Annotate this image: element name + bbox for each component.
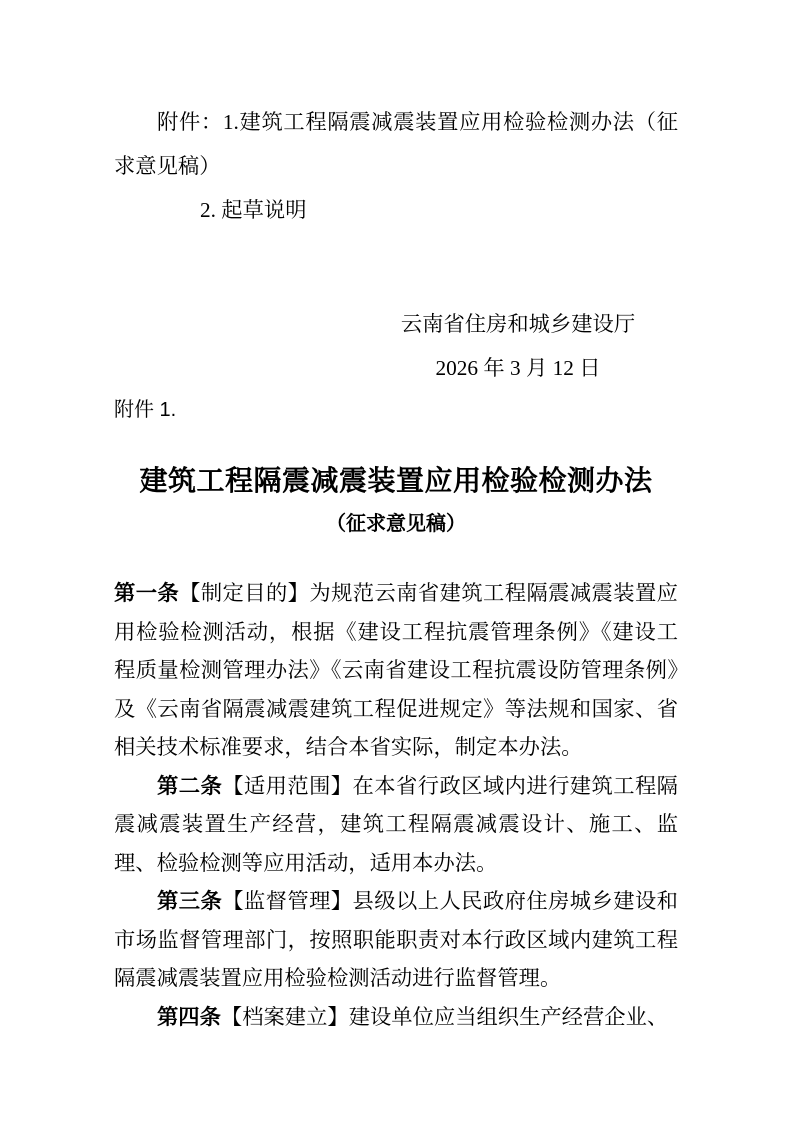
article-1 bbox=[114, 574, 678, 767]
article-3-number: 第三条 bbox=[157, 889, 223, 913]
article-3-text: 县级以上人民政府住房城乡建设和市场监督管理部门，按照职能职责对本行政区域内建筑工程隔震减震装置应用检验检测活动进行监督管理。 bbox=[114, 889, 678, 990]
article-4 bbox=[114, 998, 678, 1037]
attachment-item-2: 2. 起草说明 bbox=[200, 198, 307, 222]
attachment-list bbox=[114, 0, 678, 232]
article-4-heading: 【档案建立】 bbox=[220, 1004, 349, 1029]
article-2-heading: 【适用范围】 bbox=[222, 773, 353, 798]
article-3 bbox=[114, 882, 678, 998]
article-4-text: 建设单位应当组织生产经营企业、 bbox=[348, 1004, 669, 1029]
document-subtitle: （征求意见稿） bbox=[326, 513, 466, 535]
issue-date: 2026 年 3 月 12 日 bbox=[435, 356, 601, 380]
article-2 bbox=[114, 767, 678, 883]
article-2-text: 在本省行政区域内进行建筑工程隔震减震装置生产经营，建筑工程隔震减震设计、施工、监理、检验检测等应用活动，适用本办法。 bbox=[114, 773, 678, 875]
article-2-number: 第二条 bbox=[157, 773, 223, 798]
article-1-number: 第一条 bbox=[114, 581, 180, 605]
appendix-label: 附件 1. bbox=[114, 399, 177, 421]
article-1-text: 为规范云南省建筑工程隔震减震装置应用检验检测活动，根据《建设工程抗震管理条例》《建设工程质量检测管理办法》《云南省建设工程抗震设防管理条例》及《云南省隔震减震建筑工程促进规定》等法规和国家、省相关技术标准要求，结合本省实际，制定本办法。 bbox=[114, 581, 678, 759]
document-body bbox=[114, 574, 678, 1036]
article-4-number: 第四条 bbox=[157, 1004, 221, 1029]
attachment-item-1: 附件：1.建筑工程隔震减震装置应用检验检测办法（征求意见稿） bbox=[114, 110, 678, 178]
article-1-heading: 【制定目的】 bbox=[179, 581, 310, 605]
document-title: 建筑工程隔震减震装置应用检验检测办法 bbox=[139, 466, 653, 497]
signature-block bbox=[368, 302, 668, 390]
article-3-heading: 【监督管理】 bbox=[222, 889, 353, 913]
issuing-agency: 云南省住房和城乡建设厅 bbox=[400, 312, 636, 336]
